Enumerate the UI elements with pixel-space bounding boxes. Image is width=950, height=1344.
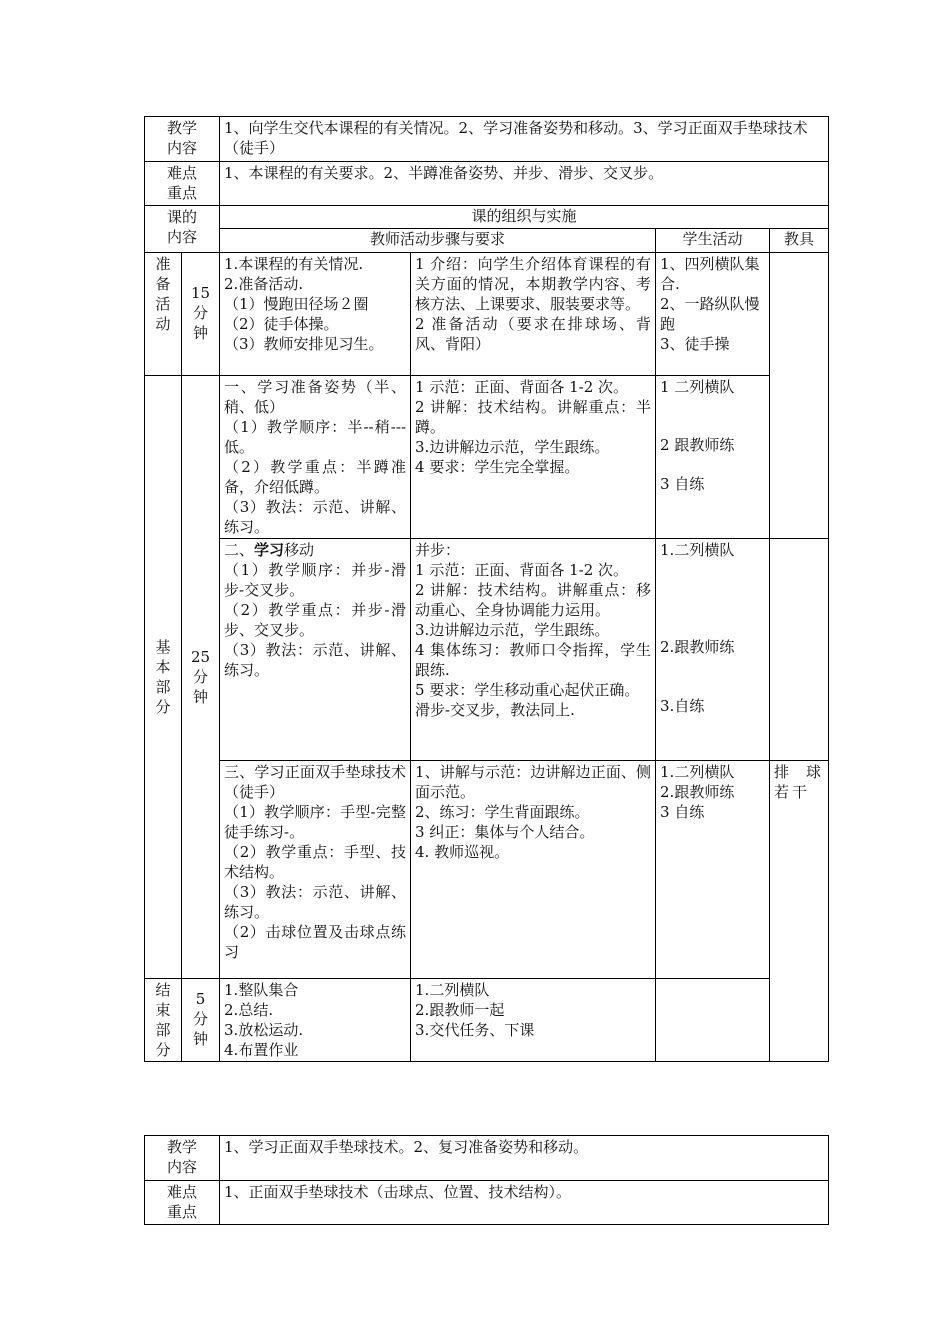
basic-2-student-activity — [656, 539, 770, 761]
lesson-plan-table-2 — [144, 1135, 829, 1225]
key-points-text: 1、本课程的有关要求。2、半蹲准备姿势、并步、滑步、交叉步。 — [220, 162, 829, 206]
prep-time: 15 分 钟 — [182, 253, 220, 376]
basic-2-student-step-1: 1.二列横队 — [660, 541, 735, 559]
basic-2-student-step-3: 3.自练 — [660, 697, 705, 715]
lesson-content-label: 课的 内容 — [145, 206, 220, 253]
lesson-plan-table-1 — [144, 116, 829, 1062]
basic-3-teacher-steps: 三、学习正面双手垫球技术（徒手） （1）教学顺序：手型-完整徒手练习-。 （2）教学重点：手型、技术结构。 （3）教法：示范、讲解、练习。 （2）击球位置及击球点练习 — [220, 761, 411, 979]
content-row — [145, 117, 829, 162]
key-points-text-2: 1、正面双手垫球技术（击球点、位置、技术结构）。 — [220, 1181, 829, 1225]
prep-tools — [770, 253, 829, 539]
org-header: 课的组织与实施 — [220, 206, 829, 229]
key-points-label: 难点 重点 — [145, 162, 220, 206]
key-points-label-2: 难点 重点 — [145, 1181, 220, 1225]
end-teacher-requirements: 1.二列横队 2.跟教师一起 3.交代任务、下课 — [411, 979, 656, 1062]
basic-1-student-step-1: 1 二列横队 — [660, 378, 735, 396]
end-teacher-steps: 1.整队集合 2.总结. 3.放松运动. 4.布置作业 — [220, 979, 411, 1062]
basic-3-student-activity: 1.二列横队 2.跟教师练 3 自练 — [656, 761, 770, 979]
prep-student-activity: 1、四列横队集合. 2、一路纵队慢跑 3、徒手操 — [656, 253, 770, 376]
prep-label: 准 备 活 动 — [145, 253, 182, 376]
basic-row-2 — [145, 539, 829, 761]
key-points-row — [145, 162, 829, 206]
content-row-2 — [145, 1136, 829, 1181]
basic-row-3 — [145, 761, 829, 979]
content-text-2: 1、学习正面双手垫球技术。2、复习准备姿势和移动。 — [220, 1136, 829, 1181]
end-student-activity — [656, 979, 770, 1062]
basic-1-student-step-2: 2 跟教师练 — [660, 436, 735, 454]
basic-1-teacher-requirements: 1 示范：正面、背面各 1-2 次。 2 讲解：技术结构。讲解重点：半蹲。 3.边讲解边示范，学生跟练。 4 要求：学生完全掌握。 — [411, 376, 656, 539]
basic-2-tools — [770, 539, 829, 761]
basic-2-steps-prefix: 二、 — [224, 541, 255, 559]
content-text: 1、向学生交代本课程的有关情况。2、学习准备姿势和移动。3、学习正面双手垫球技术（徒手） — [220, 117, 829, 162]
prep-teacher-requirements: 1 介绍：向学生介绍体育课程的有关方面的情况，本期教学内容、考核方法、上课要求、服装要求等。 2 准备活动（要求在排球场、背风、背阳） — [411, 253, 656, 376]
basic-time: 25 分 钟 — [182, 376, 220, 979]
end-time: 5 分 钟 — [182, 979, 220, 1062]
basic-row-1 — [145, 376, 829, 539]
prep-row — [145, 253, 829, 376]
org-header-row — [145, 206, 829, 229]
basic-3-tools: 排球若干 — [770, 761, 829, 1062]
basic-2-teacher-requirements: 并步： 1 示范：正面、背面各 1-2 次。 2 讲解：技术结构。讲解重点：移动重心、全身协调能力运用。 3.边讲解边示范，学生跟练。 4 集体练习：教师口令指挥，学生跟练. 5 要求：学生移动重心起伏正确。 滑步-交叉步，教法同上. — [411, 539, 656, 761]
basic-1-student-step-3: 3 自练 — [660, 475, 705, 493]
basic-1-teacher-steps: 一、学习准备姿势（半、稍、低） （1）教学顺序：半--稍---低。 （2）教学重点：半蹲准备，介绍低蹲。 （3）教法：示范、讲解、练习。 — [220, 376, 411, 539]
end-row — [145, 979, 829, 1062]
basic-2-steps-rest: 移动 （1）教学顺序：并步-滑步-交叉步。 （2）教学重点：并步-滑步、交叉步。 （3）教法：示范、讲解、练习。 — [224, 541, 407, 679]
column-header-row — [145, 229, 829, 253]
basic-2-student-step-2: 2.跟教师练 — [660, 638, 735, 656]
basic-1-student-activity — [656, 376, 770, 539]
key-points-row-2 — [145, 1181, 829, 1225]
basic-label: 基 本 部 分 — [145, 376, 182, 979]
prep-teacher-steps: 1.本课程的有关情况. 2.准备活动. （1）慢跑田径场２圈 （2）徒手体操。 （3）教师安排见习生。 — [220, 253, 411, 376]
content-label-2: 教学 内容 — [145, 1136, 220, 1181]
basic-2-steps-bold: 学习 — [254, 541, 285, 559]
basic-3-teacher-requirements: 1、讲解与示范：边讲解边正面、侧面示范。 2、练习：学生背面跟练。 3 纠正：集体与个人结合。 4. 教师巡视。 — [411, 761, 656, 979]
content-label: 教学 内容 — [145, 117, 220, 162]
basic-2-teacher-steps — [220, 539, 411, 761]
end-label: 结 束 部 分 — [145, 979, 182, 1062]
student-activity-header: 学生活动 — [656, 229, 770, 253]
teacher-activity-header: 教师活动步骤与要求 — [220, 229, 656, 253]
tools-header: 教具 — [770, 229, 829, 253]
